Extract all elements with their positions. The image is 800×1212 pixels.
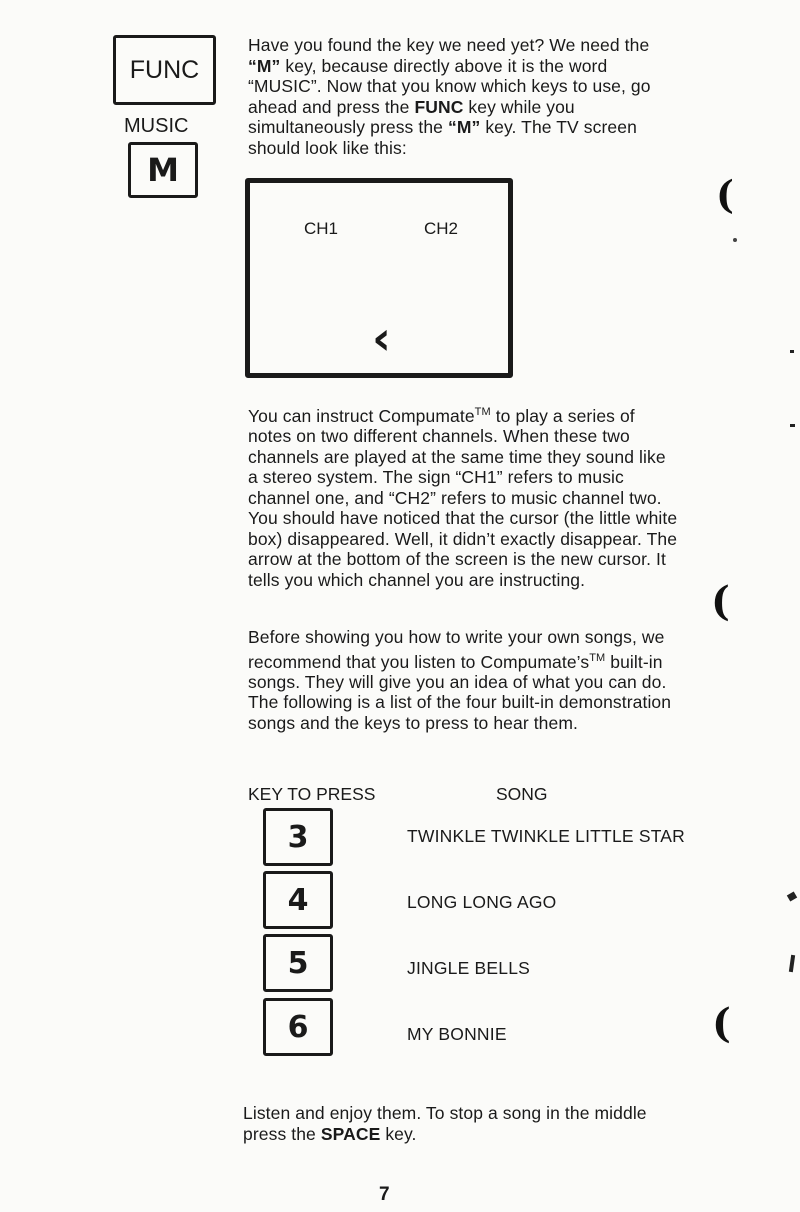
channel-1-label: CH1 — [304, 219, 339, 238]
text-run: Have you found the key we need yet? We need the — [248, 35, 650, 55]
bold-run: “M” — [447, 117, 481, 137]
key-5 — [263, 934, 333, 992]
trademark: TM — [474, 406, 491, 418]
func-key-label: FUNC — [129, 55, 200, 84]
key-4 — [263, 871, 333, 929]
text-run: key. — [380, 1123, 417, 1144]
key-6 — [263, 998, 333, 1056]
closing-paragraph — [243, 1103, 663, 1144]
text-run: to play a series of notes on two different channels. When these two channels are played at the same time they sound like a stereo system. The sign “CH1” refers to music channel one, and “CH2” refers to music channel two. You should have noticed that the cursor (the little white box) disappeared. Well, it didn’t exactly disappear. The arrow at the bottom of the screen is the new cursor. It tells you which channel you are instructing. — [248, 405, 678, 590]
text-run: Listen and enjoy them. To stop a song in the middle press the — [243, 1103, 647, 1144]
speck-mark — [787, 891, 797, 901]
music-label: MUSIC — [124, 115, 189, 137]
tv-screen-illustration — [245, 178, 513, 378]
text-run: You can instruct Compumate — [248, 405, 475, 426]
text-run: key. The TV screen should look like this: — [248, 117, 637, 158]
header-key-to-press: KEY TO PRESS — [248, 784, 376, 804]
song-title: TWINKLE TWINKLE LITTLE STAR — [407, 826, 685, 846]
songs-intro-paragraph — [248, 627, 678, 733]
song-title: JINGLE BELLS — [407, 958, 531, 978]
header-song: SONG — [496, 784, 548, 804]
speck-mark — [733, 238, 737, 242]
m-key — [128, 142, 198, 198]
key-label: 5 — [287, 945, 309, 981]
song-title: MY BONNIE — [407, 1024, 507, 1044]
bold-run: “M” — [248, 55, 281, 76]
bold-run: SPACE — [320, 1123, 381, 1144]
channels-paragraph — [248, 402, 678, 590]
key-label: 6 — [287, 1009, 309, 1045]
trademark: TM — [589, 651, 606, 664]
cursor-arrow-icon: ‹ — [372, 311, 391, 365]
binding-mark: ( — [712, 1000, 731, 1047]
intro-paragraph — [248, 35, 676, 158]
binding-mark: ( — [711, 578, 730, 625]
m-key-label: M — [147, 151, 179, 189]
func-key — [113, 35, 216, 105]
speck-mark — [790, 424, 795, 427]
text-run: key, because directly above it is the word “MUSIC”. Now that you know which keys to use, go ahead and press the — [248, 55, 651, 117]
channel-2-label: CH2 — [424, 219, 459, 238]
text-run: built-in songs. They will give you an idea of what you can do. The following is a list of the four built-in demonstration songs and the keys to press to hear them. — [248, 651, 672, 733]
speck-mark — [790, 350, 794, 353]
key-3 — [263, 808, 333, 866]
binding-mark: ( — [716, 172, 734, 217]
text-run: Before showing you how to write your own songs, we recommend that you listen to Compumate’s — [248, 627, 665, 672]
song-title: LONG LONG AGO — [407, 892, 557, 912]
speck-mark — [789, 955, 795, 972]
key-label: 4 — [287, 882, 309, 918]
page-number: 7 — [379, 1184, 390, 1205]
key-label: 3 — [287, 819, 309, 855]
bold-run: FUNC — [414, 96, 464, 117]
text-run: key while you simultaneously press the — [248, 96, 575, 137]
